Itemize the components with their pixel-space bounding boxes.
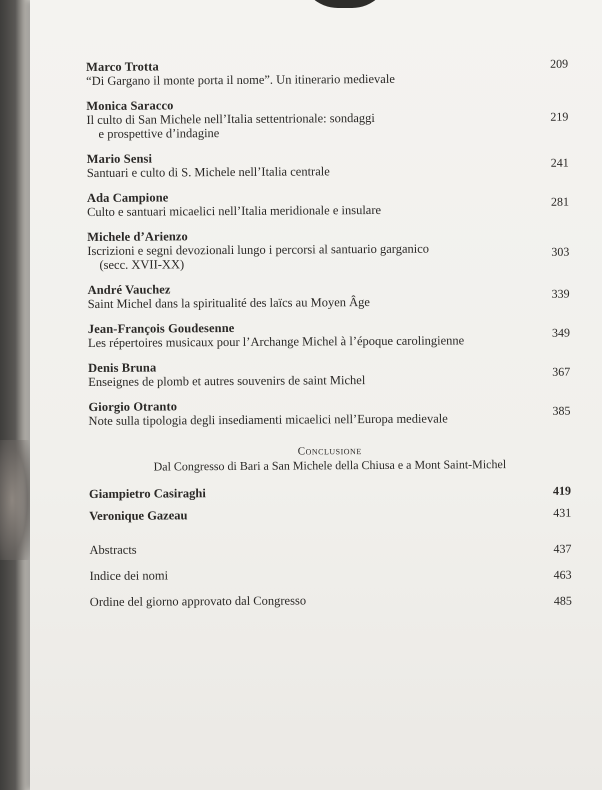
book-page (30, 0, 602, 790)
toc-author: Monica Saracco (86, 98, 174, 113)
back-matter-label: Ordine del giorno approvato dal Congresso (89, 593, 307, 609)
toc-author: Michele d’Arienzo (87, 229, 188, 244)
toc-author: Jean-François Goudesenne (87, 320, 235, 336)
toc-author: Mario Sensi (86, 151, 153, 166)
toc-page-number: 419 (552, 483, 572, 498)
conclusion-author-row (89, 506, 571, 523)
toc-page-number: 431 (553, 505, 572, 520)
toc-entry (88, 358, 570, 389)
toc-page-number: 463 (553, 567, 572, 582)
back-matter-row (89, 540, 571, 557)
toc-title: Saint Michel dans la spiritualité des laïcs au Moyen Âge (87, 295, 370, 311)
toc-page-number: 303 (551, 244, 570, 259)
toc-title-continued: e prospettive d’indagine (98, 126, 220, 141)
toc-title: Enseignes de plomb et autres souvenirs de saint Michel (88, 373, 366, 389)
conclusion-subtitle: Dal Congresso di Bari a San Michele della Chiusa e a Mont Saint-Michel (153, 457, 507, 474)
toc-page-number: 209 (549, 56, 569, 71)
toc-author: André Vauchez (87, 282, 171, 297)
toc-author: Denis Bruna (88, 360, 157, 375)
toc-author: Giorgio Otranto (88, 399, 178, 414)
toc-entry (87, 149, 569, 180)
toc-title: Les répertoires musicaux pour l’Archange Michel à l’époque carolingienne (87, 333, 465, 350)
back-matter-row (90, 592, 572, 609)
toc-author: Ada Campione (86, 190, 169, 205)
toc-page-number: 349 (551, 325, 570, 340)
toc-entry (86, 57, 568, 88)
toc-title-continued: (secc. XVII-XX) (99, 257, 185, 272)
toc-entry (87, 188, 569, 219)
toc-title: Iscrizioni e segni devozionali lungo i percorsi al santuario garganico (87, 241, 430, 258)
toc-title: “Di Gargano il monte porta il nome”. Un itinerario medievale (86, 71, 395, 88)
toc-author: Giampietro Casiraghi (88, 486, 206, 501)
toc-author: Veronique Gazeau (89, 508, 188, 523)
back-matter-label: Indice dei nomi (89, 568, 169, 583)
back-matter-label: Abstracts (89, 542, 137, 557)
toc-title: Il culto di San Michele nell’Italia settentrionale: sondaggi (86, 110, 375, 127)
toc-page-number: 241 (550, 155, 569, 170)
toc-entry (88, 397, 570, 428)
conclusion-author-row (89, 484, 571, 501)
binding-shadow (0, 440, 30, 560)
toc-page-number: 281 (550, 194, 570, 209)
toc-page-number: 485 (553, 593, 572, 608)
toc-page-number: 219 (550, 109, 569, 124)
conclusion-section (89, 443, 571, 475)
toc-entry (87, 227, 569, 272)
toc-page-number: 367 (552, 364, 571, 379)
toc-title: Culto e santuari micaelici nell’Italia meridionale e insulare (87, 202, 382, 219)
toc-entry (88, 280, 570, 311)
toc-entry (88, 319, 570, 350)
toc-page-number: 385 (552, 403, 571, 418)
toc-page-number: 339 (551, 286, 570, 301)
toc-title: Note sulla tipologia degli insediamenti micaelici nell’Europa medievale (88, 411, 448, 428)
toc-entry (86, 96, 568, 141)
table-of-contents (86, 57, 572, 621)
toc-author: Marco Trotta (86, 59, 159, 74)
conclusion-heading: Conclusione (297, 445, 362, 458)
back-matter (89, 540, 571, 609)
back-matter-row (90, 566, 572, 583)
toc-page-number: 437 (553, 541, 572, 556)
toc-title: Santuari e culto di S. Michele nell’Italia centrale (86, 164, 330, 180)
book-binding (0, 0, 34, 790)
